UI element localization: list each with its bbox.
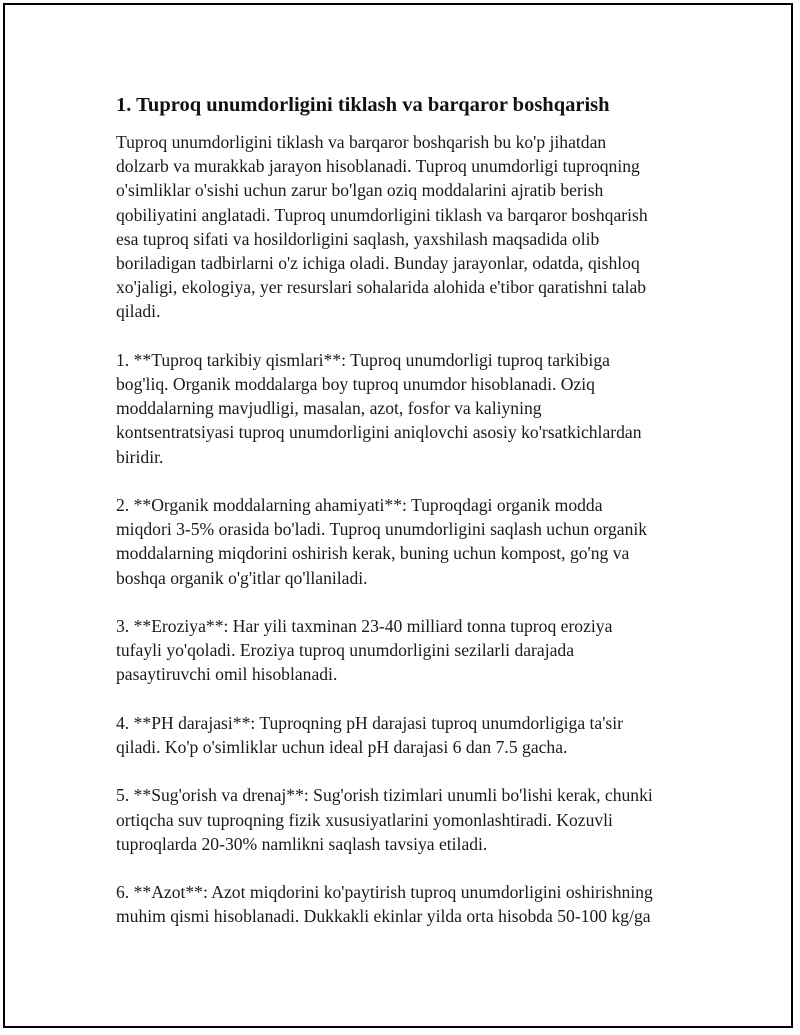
item-organic-matter: 2. **Organik moddalarning ahamiyati**: Tuproqdagi organik modda miqdori 3-5% orasida bo'ladi. Tuproq unumdorligini saqlash uchun organik moddalarning miqdorini oshirish kerak, buning uchun kompost, go'ng va boshqa organik o'g'itlar qo'llaniladi.: [116, 495, 648, 588]
item-nitrogen: 6. **Azot**: Azot miqdorini ko'paytirish tuproq unumdorligini oshirishning muhim qismi hisoblanadi. Dukkakli ekinlar yilda orta hisobda 50-100 kg/ga: [116, 882, 653, 927]
section-heading: 1. Tuproq unumdorligini tiklash va barqaror boshqarish: [116, 94, 610, 116]
intro-paragraph: Tuproq unumdorligini tiklash va barqaror boshqarish bu ko'p jihatdan dolzarb va murakkab jarayon hisoblanadi. Tuproq unumdorligi tuproqning o'simliklar o'sishi uchun zarur bo'lgan oziq moddalarini ajratib berish qobiliyatini anglatadi. Tuproq unumdorligini tiklash va barqaror boshqarish esa tuproq sifati va hosildorligini saqlash, yaxshilash maqsadida olib boriladigan tadbirlarni o'z ichiga oladi. Bunday jarayonlar, odatda, qishloq xo'jaligi, ekologiya, yer resurslari sohalarida alohida e'tibor qaratishni talab qiladi.: [116, 132, 648, 322]
item-irrigation-drainage: 5. **Sug'orish va drenaj**: Sug'orish tizimlari unumli bo'lishi kerak, chunki ortiqcha suv tuproqning fizik xususiyatlarini yomonlashtiradi. Kozuvli tuproqlarda 20-30% namlikni saqlash tavsiya etiladi.: [116, 785, 653, 854]
item-soil-components: 1. **Tuproq tarkibiy qismlari**: Tuproq unumdorligi tuproq tarkibiga bog'liq. Organik moddalarga boy tuproq unumdor hisoblanadi. Oziq moddalarning mavjudligi, masalan, azot, fosfor va kaliyning kontsentratsiyasi tuproq unumdorligini aniqlovchi asosiy ko'rsatkichlardan biridir.: [116, 349, 642, 467]
item-ph-level: 4. **PH darajasi**: Tuproqning pH darajasi tuproq unumdorligiga ta'sir qiladi. Ko'p o'simliklar uchun ideal pH darajasi 6 dan 7.5 gacha.: [116, 712, 623, 758]
document-body: [116, 92, 696, 953]
item-erosion: 3. **Eroziya**: Har yili taxminan 23-40 milliard tonna tuproq eroziya tufayli yo'qoladi. Eroziya tuproq unumdorligini sezilarli darajada pasaytiruvchi omil hisoblanadi.: [116, 616, 613, 685]
